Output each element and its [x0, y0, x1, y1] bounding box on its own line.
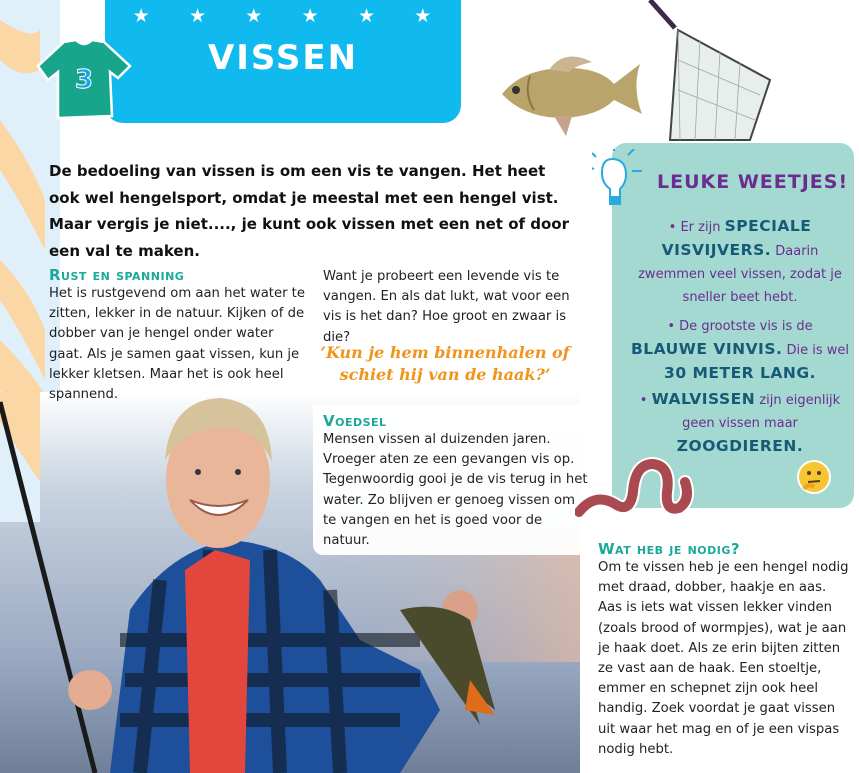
fish-image — [494, 44, 644, 139]
pull-quote: ‘Kun je hem binnenhalen of schiet hij van de haak?’ — [320, 343, 570, 384]
fact-text: • De grootste vis is de — [667, 319, 813, 334]
section-text: Het is rustgevend om aan het water te zitten, lekker in de natuur. Kijken of de dobber van je hengel onder water gaat. Als je samen gaat vissen, kun je lekker kletsen. Maar het is ook heel spannend. — [49, 286, 305, 403]
star-icon: ★ — [245, 5, 263, 27]
star-icon: ★ — [414, 5, 432, 27]
section-heading: Wat heb je nodig? — [598, 540, 741, 558]
section-text: Om te vissen heb je een hengel nodig met draad, dobber, haakje en aas. Aas is iets wat vissen lekker vinden (zoals brood of wormpjes), wat je aan je haak doet. Als ze erin bijten zitten ze vast aan de haak. Een stoeltje, emmer en schepnet zijn ook heel handig. Zoek voordat je gaat vissen uit waar het mag en of je een vispas nodig hebt. — [598, 560, 849, 757]
lightbulb-icon — [592, 149, 648, 209]
title-banner — [105, 0, 461, 123]
page-title: VISSEN — [207, 38, 359, 78]
star-icon: ★ — [188, 5, 207, 27]
section-heading: Voedsel — [323, 412, 387, 430]
star-row — [105, 4, 461, 28]
fact-text: • — [639, 393, 652, 408]
worm-image — [575, 452, 695, 527]
thinking-face-icon — [796, 459, 832, 495]
fun-facts-title: LEUKE WEETJES! — [657, 171, 849, 193]
fact-highlight: ZOOGDIEREN. — [676, 437, 804, 455]
star-icon: ★ — [301, 5, 319, 27]
section-voedsel — [323, 412, 588, 551]
fact-highlight: WALVISSEN — [651, 390, 756, 408]
tshirt-icon — [36, 38, 132, 120]
fact-text: • Er zijn — [668, 220, 725, 235]
section-wat-heb-je-nodig — [598, 540, 853, 760]
section-heading: Rust en spanning — [49, 266, 185, 284]
fact-highlight: SPECIALE VISVIJVERS. — [661, 217, 812, 259]
section-rust-en-spanning — [49, 266, 311, 405]
chapter-number: 3 — [74, 65, 94, 95]
section-text: Mensen vissen al duizenden jaren. Vroeger aten ze een gevangen vis op. Tegenwoordig gooi je de vis terug in het water. Zo blijven er genoeg vissen om te vangen en het is goed voor de natuur. — [323, 432, 588, 549]
fun-fact — [630, 315, 850, 386]
intro-paragraph: De bedoeling van vissen is om een vis te vangen. Het heet ook wel hengelsport, omdat je meestal met een hengel vist. Maar vergis je niet...., je kunt ook vissen met een net of door een val te maken. — [49, 162, 569, 260]
fun-fact — [630, 215, 850, 309]
star-icon: ★ — [357, 5, 375, 27]
fact-text: Daarin zwemmen veel vissen, zodat je sneller beet hebt. — [638, 244, 842, 305]
fact-highlight: BLAUWE VINVIS. — [630, 340, 783, 358]
fun-fact — [630, 388, 850, 459]
star-icon: ★ — [132, 5, 150, 27]
fact-text: Die is wel — [782, 343, 850, 358]
fishing-net-image — [640, 0, 790, 150]
fact-text: zijn eigenlijk geen vissen maar — [682, 393, 841, 431]
fact-highlight: 30 METER LANG. — [664, 364, 816, 382]
section-text: Want je probeert een levende vis te vangen. En als dat lukt, wat voor een vis is het dan? Hoe groot en zwaar is die? — [323, 269, 570, 345]
section-want — [323, 267, 588, 348]
